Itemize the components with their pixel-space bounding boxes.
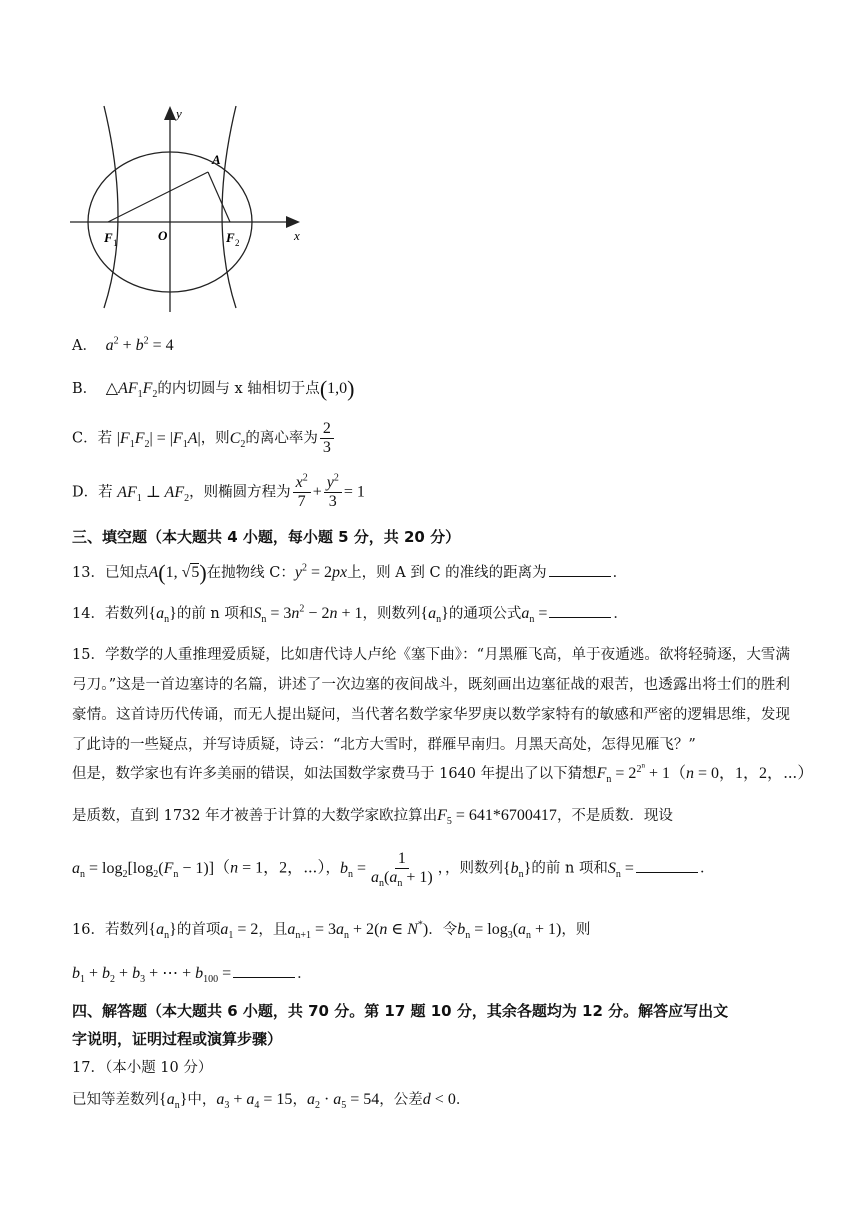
label-f2: F (226, 230, 235, 245)
answer-blank-14[interactable] (549, 605, 611, 618)
option-b: B． $\triangle AF_1F_2$的内切圆与 x 轴相切于点(1,0) (72, 376, 355, 401)
answer-blank-13[interactable] (549, 564, 611, 577)
option-c: C．若 $|F_1F_2| = |F_1A|$，则$C_2$的离心率为 $\frac{2}{3}$ (72, 420, 800, 457)
segment-af2 (208, 172, 230, 222)
segment-af1 (108, 172, 208, 222)
answer-blank-15[interactable] (636, 860, 698, 873)
question-15-paragraph: 15．学数学的人重推理爱质疑，比如唐代诗人卢纶《塞下曲》：“月黑雁飞高，单于夜遁逃。欲将轻骑逐，大雪满弓刀。”这是一首边塞诗的名篇，讲述了一次边塞的夜间战斗，既刻画出边塞征战的艰苦，也透露出将士们的胜利豪情。这首诗历代传诵，而无人提出疑问，当代著名数学家华罗庚以数学家特有的敏感和严密的逻辑思维，发现了此诗的一些疑点，并写诗质疑，诗云：“北方大雪时，群雁早南归。月黑天高处，怎得见雁飞？” (72, 647, 790, 753)
question-17: 已知等差数列$\{a_n\}$中，$a_3 + a_4 = 15$，$a_2 \cdot a_5 = 54$，公差d < 0． (72, 1091, 471, 1112)
option-d: D．若 $AF_1$ ⊥ $AF_2$，则椭圆方程为 $\frac{x^2}{7}$ + $\frac{y^2}{3}$ = 1 (72, 472, 365, 510)
x-axis (70, 216, 300, 228)
label-x: x (294, 228, 300, 243)
ellipse-hyperbola-figure (66, 100, 316, 312)
question-16: 16．若数列$\{a_n\}$的首项$a_1 = 2$，且$a_{n+1} = 3a_n + 2(n$ ∈ N*)．令$b_n = \log_3(a_n + 1)$，则 (72, 919, 591, 942)
label-f1-sub: 1 (113, 238, 118, 248)
hyperbola-left-branch (104, 106, 118, 308)
question-13: 13．已知点A(1, √5)在抛物线 C：$y^2 = 2px$上，则 A 到 C 的准线的距离为 ． (72, 560, 628, 585)
question-15-line-2: 但是，数学家也有许多美丽的错误，如法国数学家费马于 1640 年提出了以下猜想$F_n = 2^{2^n} + 1(n = 0$，1，2，⋯） (72, 761, 814, 786)
option-a-formula: $a^2 + b^2 = 4$ (101, 335, 174, 354)
hyperbola-right-branch (222, 106, 236, 308)
question-14: 14．若数列$\{a_n\}$的前 n 项和$S_n = 3n^2 - 2n + 1$，则数列$\{a_n\}$的通项公式$a_n$ = ． (72, 603, 628, 626)
y-axis (164, 106, 176, 312)
answer-blank-16[interactable] (233, 965, 295, 978)
option-a: A． $a^2 + b^2 = 4$ (72, 335, 174, 354)
question-16-sum: $b_1 + b_2 + b_3$ + ⋯ + $b_{100}$ = ． (72, 965, 312, 986)
label-f2-sub: 2 (235, 238, 240, 248)
label-o: O (158, 228, 168, 243)
label-a: A (212, 152, 221, 167)
option-c-condition: $|F_1F_2| = |F_1A|$ (116, 429, 201, 450)
question-15-line-3: 是质数，直到 1732 年才被善于计算的大数学家欧拉算出$F_5 = 641*6700417$，不是质数．现设 (72, 807, 673, 828)
option-d-condition: $AF_1$ ⊥ $AF_2$ (117, 483, 190, 504)
section-4-title-line-1: 四、解答题（本大题共 6 小题，共 70 分。第 17 题 10 分，其余各题均为 12 分。解答应写出文 (72, 1002, 729, 1020)
question-15-line-4: $a_n = \log_2[\log_2(F_n - 1)](n = 1$，2，⋯），$b_n$ = $\frac{1}{a_n(a_n + 1)}$ ，，则数列$\{b_n\}$的前 n 项和$S_n$ = ． (72, 850, 715, 890)
label-y: y (176, 106, 182, 121)
section-3-title: 三、填空题（本大题共 4 小题，每小题 5 分，共 20 分） (72, 528, 461, 546)
label-f1: F (104, 230, 113, 245)
section-4-title-line-2: 字说明，证明过程或演算步骤） (72, 1030, 283, 1048)
option-c-fraction: $\frac{2}{3}$ (320, 420, 334, 457)
option-b-triangle: $\triangle AF_1F_2$ (105, 380, 158, 401)
question-17-heading: 17．（本小题 10 分） (72, 1060, 213, 1076)
